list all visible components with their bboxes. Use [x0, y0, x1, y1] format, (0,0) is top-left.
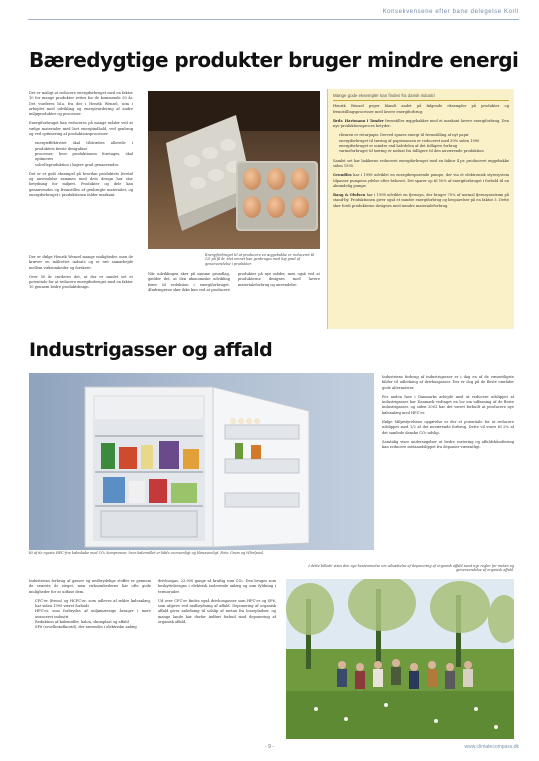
- paragraph: Henrik Wenzel peger blandt andet på følgende eksempler på produkter og fremstillingsprocesser med lavere energiforbrug:: [333, 104, 509, 114]
- paragraph: Der er ifølge Henrik Wenzel mange muligheder, men de kræver en målrettet indsats og et tæt samarbejde mellem virksomheder og forskere.: [29, 255, 133, 270]
- photo-caption: Et af de nyeste HFC-frie køleskabe med CO₂ kompressor, hvor kølemidlet er både ozonvenligt og klimavenligt. Foto: Gram og Whirlpool.: [29, 551, 264, 555]
- paragraph: Det er et godt eksempel på hvordan produktets levetid og anvendelse sammen med dets design har stor betydning for miljøet. Produkter og dele kan genanvendes og fremstilles af genbrugte materialer, og energiforbruget i produktionen falder markant.: [29, 171, 133, 198]
- bullet-item: • HFC'er, som forbrydes af miljømæssige årsager i mere avanceret industri: [35, 609, 151, 620]
- article2-column1: [29, 579, 151, 739]
- paragraph: Industriens forbrug af industrigasser er i dag en af de væsentligste kilder til udledning af drivhusgasser. Der er dog på de fleste områder gode alternativer.: [382, 375, 514, 390]
- bullet-item: • råvaren er returpapir. Derved spares energi til fremstilling af nyt papir: [339, 133, 509, 138]
- group-in-field-photo: [286, 579, 514, 739]
- paragraph-text: fremstiller æggebakker med et markant lavere energiforbrug. Den nye produktionsproces betyder:: [333, 118, 509, 129]
- article2-right-column: [382, 375, 514, 550]
- paragraph: Samtidig viser undersøgelser at bedre sortering og affaldshåndtering kan reducere metanudslippet fra deponier væsentligt.: [382, 439, 514, 450]
- refrigerator-photo: [29, 373, 374, 550]
- article2-column2: [158, 579, 276, 739]
- article-title: Industrigasser og affald: [29, 339, 273, 361]
- header-rule: [28, 19, 519, 20]
- footer-url[interactable]: www.climatecompass.dk: [464, 744, 519, 750]
- bullet-item: • SF6 (svovlhexafluorid), der anvendes i elektriske anlæg: [35, 625, 151, 630]
- paragraph-text: har i 1998 udviklet en energibesparende pumpe, der via et elektronisk styresystem tilpasser pumpens ydelse efter behovet. Det sparer op til 50% af energiforbruget i forhold til en almindelig pumpe.: [333, 173, 509, 188]
- info-box-title: Mange gode eksempler kan findes fra dansk industri: [333, 91, 509, 101]
- paragraph: Ifølge Miljøstyrelsens opgørelse er der et potentiale for at reducere udslippet med 1/2 af det nuværende forbrug. Dette vil svare til 2% af det samlede danske CO₂-udslip.: [382, 420, 514, 435]
- paragraph: [333, 193, 509, 209]
- paragraph: Ud over CFC'er findes også drivhusgasser som HFC'er og SF6, som afgives ved nedbrydning af affald. Deponering af organisk affald giver anledning til udslip af metan fra lossepladser, og mange lande har derfor indført forbud mod deponering af organisk affald.: [158, 598, 276, 625]
- paragraph-text: har i 1998 udviklet en fjernsyn, der bruger 70% af normal fjernsynsstrøm på stand-by. Produktionen giver også et mindre energiforbrug og besparelser på en faktor 3. Dette sker fordi produkterne designes med mindre materialeforbrug.: [333, 193, 509, 208]
- bullet-item: • CFC'er (freon) og HCFC'er, som udleves af ældre køleanlæg, har siden 1995 været forbudt: [35, 599, 151, 610]
- bullet-item: • processer, hvor produktionen foretages, skal optimeres: [35, 152, 133, 163]
- article1-column1: [29, 91, 133, 253]
- photo-caption: Energiforbruget til at producere en æggebakke er reduceret til 1/5 på få år, idet emnet kan genbruges med høj grad af genanvendelse i produkter.: [205, 253, 315, 266]
- paragraph: Over 50 år vurderes det, at der er samlet set et potentiale for at reducere energiforbruget med en faktor 10 gennem bedre produktdesign.: [29, 274, 133, 290]
- bullet-list: [333, 133, 509, 154]
- paragraph: drivhusgas, 23.900 gange så kraftig som CO₂. Den bruges som beskyttelsesgas i elektrisk isolerende anlæg og som fyldning i termoruder.: [158, 579, 276, 594]
- company-name: Bang & Olufsen: [333, 193, 366, 198]
- bullet-item: • energiforbruget er mindre end halvdelen af det tidligere forbrug: [339, 144, 509, 149]
- paragraph: Industriens forbrug af gasser og nedbrydelige stoffer er gennem de seneste år steget, men virksomhederne har ofte gode muligheder for at udfase dem.: [29, 579, 151, 594]
- running-header: Konsekvensene efter bane delegelse Korll: [382, 9, 519, 15]
- bullet-item: • varmeforbruget til tørring er nedsat fra tidligere til den nuværende produktion: [339, 149, 509, 154]
- info-box-content: [333, 91, 509, 325]
- paragraph: Samlet set har bakkerne reduceret energiforbruget med en faktor 4 pr. produceret æggebakke siden 1995.: [333, 158, 509, 168]
- bullet-item: • energiforbruget til tørring af papirmassen er reduceret med 50% siden 1990: [339, 139, 509, 144]
- article1-column1-bottom: [29, 255, 133, 327]
- paragraph: [333, 173, 509, 189]
- bullet-list: [29, 141, 133, 167]
- article1-column2: Når udviklingen sker på samme grundlag, gælder det, at den økonomiske udvikling fører til reduktion i energiforbruget. Ændringerne sker ikke kun ved at producere produkter på nye måder, men også ved at produkterne designes med lavere materialeforbrug og anvendelse.: [148, 272, 320, 292]
- paragraph: Energiforbruget kan reduceres på mange måder ved at vælge materialer med lavt energiindhold, ved genbrug og ved optimering af produktionsprocesser.: [29, 121, 133, 137]
- article-title: Bæredygtige produkter bruger mindre energi: [29, 48, 519, 72]
- paragraph: For anden fase i Danmarks arbejde med at reducere udslippet af industrigasser har Danmark vedtaget en lov om udfasning af de fleste industrigasser, og siden 2002 har det været forbudt at producere nye køleanlæg med HFC'er.: [382, 394, 514, 415]
- photo-caption: I dette billede vises den nye bestemmelse om udsættelse af deponering af organisk affald samt nye regler for metan og genanvendelse af organisk affald.: [308, 564, 514, 573]
- bullet-item: • energieffektivitet skal tilstræbes allerede i produktets første designfase: [35, 141, 133, 152]
- company-name: Brdr. Hartmann i Tønder: [333, 118, 384, 123]
- bullet-item: • solcelleproduktion i højere grad genanvendes: [35, 163, 133, 168]
- page-number: - 9 -: [265, 744, 274, 750]
- bullet-item: • Reduktion af kølemidler, halon, skumplast og affald: [35, 620, 151, 625]
- company-name: Grundfos: [333, 173, 352, 178]
- bullet-list: [29, 599, 151, 631]
- egg-carton-photo: [148, 91, 320, 249]
- paragraph: Det er muligt at reducere energiforbruget med en faktor 10 for mange produkter rettes for de kommende 50 år. Det vurderes bl.a. fra der i Henrik Wenzel, som i arbejdet med udvikling og energivurdering af andre miljøprodukter og processer.: [29, 91, 133, 117]
- paragraph: [333, 119, 509, 130]
